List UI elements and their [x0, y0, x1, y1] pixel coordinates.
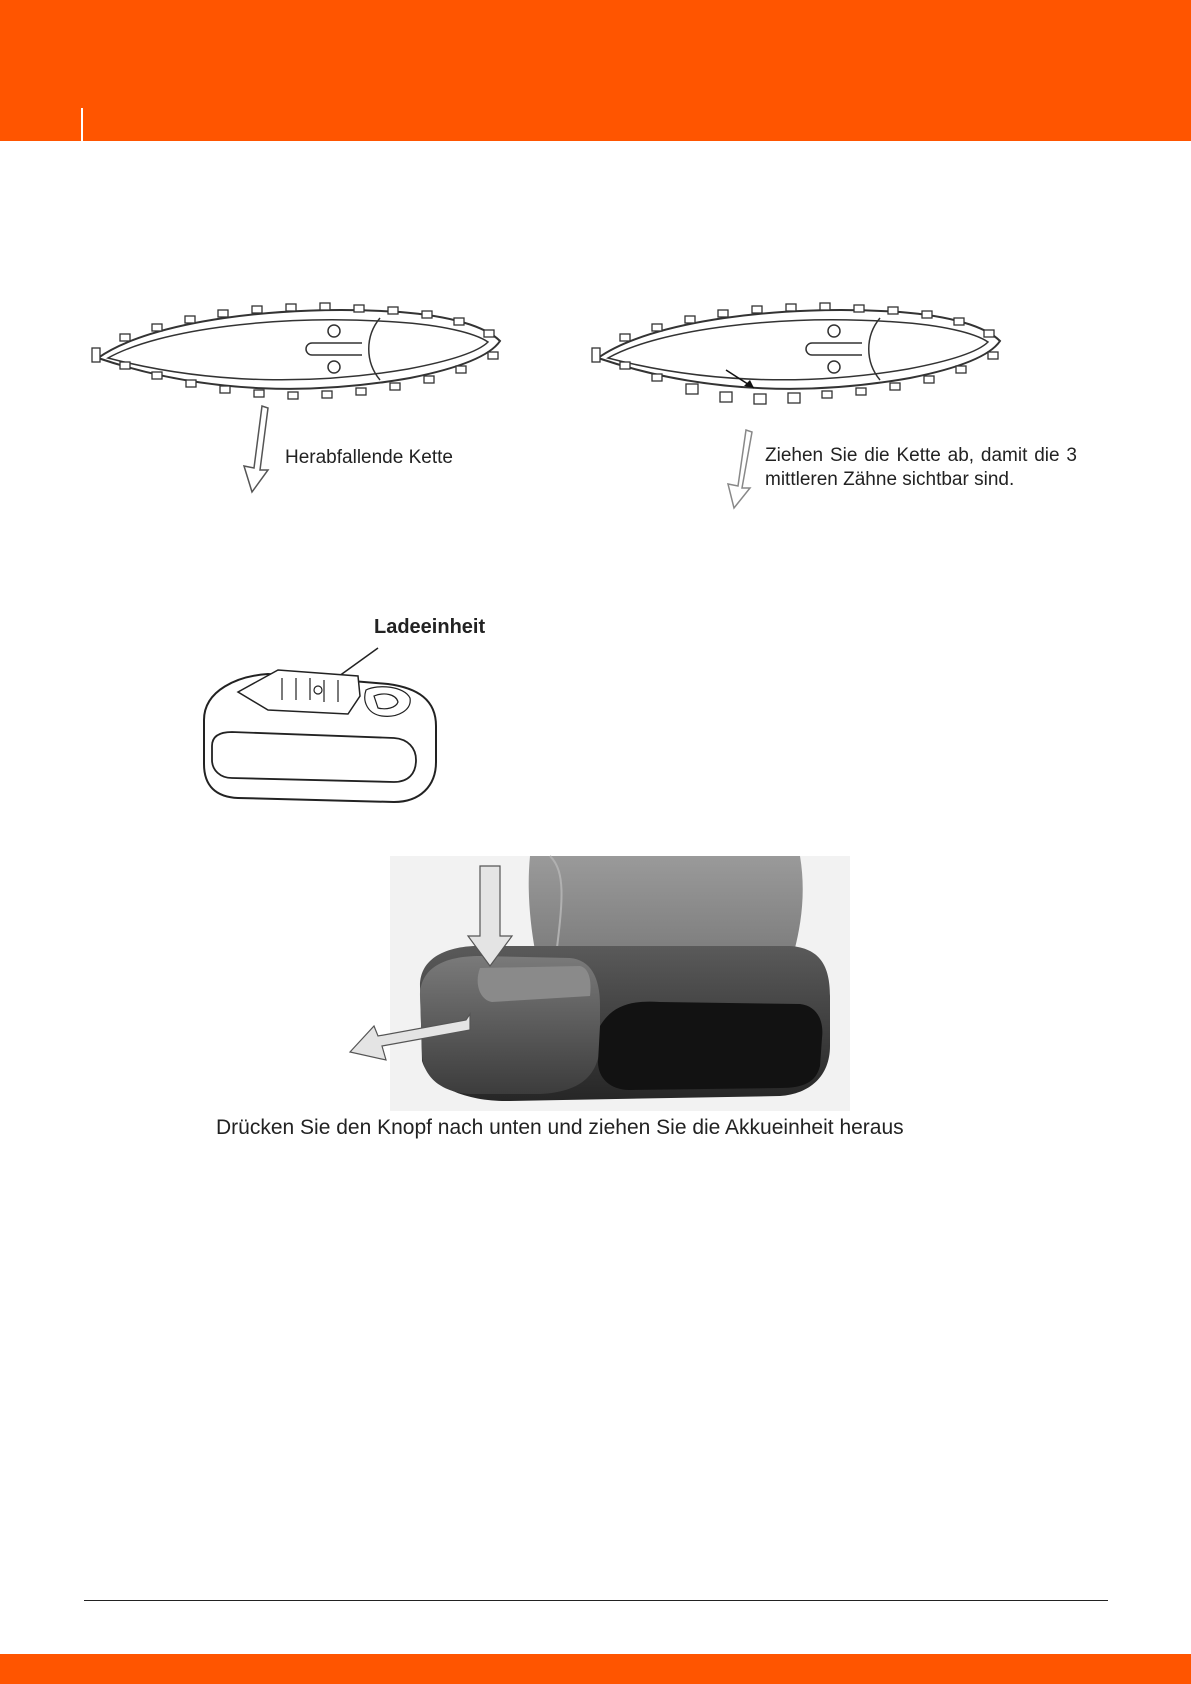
chain-loose-caption: Herabfallende Kette — [285, 447, 453, 468]
chain-tight-caption: Ziehen Sie die Kette ab, damit die 3 mittleren Zähne sichtbar sind. — [765, 445, 1077, 490]
battery-removal-caption: Drücken Sie den Knopf nach unten und ziehen Sie die Akkueinheit heraus — [216, 1116, 904, 1139]
battery-removal-illustration — [360, 856, 880, 1111]
footer-band — [0, 1654, 1191, 1684]
header-tick — [81, 108, 83, 141]
downward-arrow-icon — [240, 404, 280, 494]
downward-arrow-icon — [722, 428, 762, 510]
chain-loose-illustration — [90, 296, 510, 406]
chain-tight-illustration — [590, 296, 1010, 416]
footer-rule — [84, 1600, 1108, 1601]
header-band — [0, 0, 1191, 141]
battery-unit-label: Ladeeinheit — [374, 616, 486, 638]
battery-unit-illustration — [198, 640, 448, 810]
